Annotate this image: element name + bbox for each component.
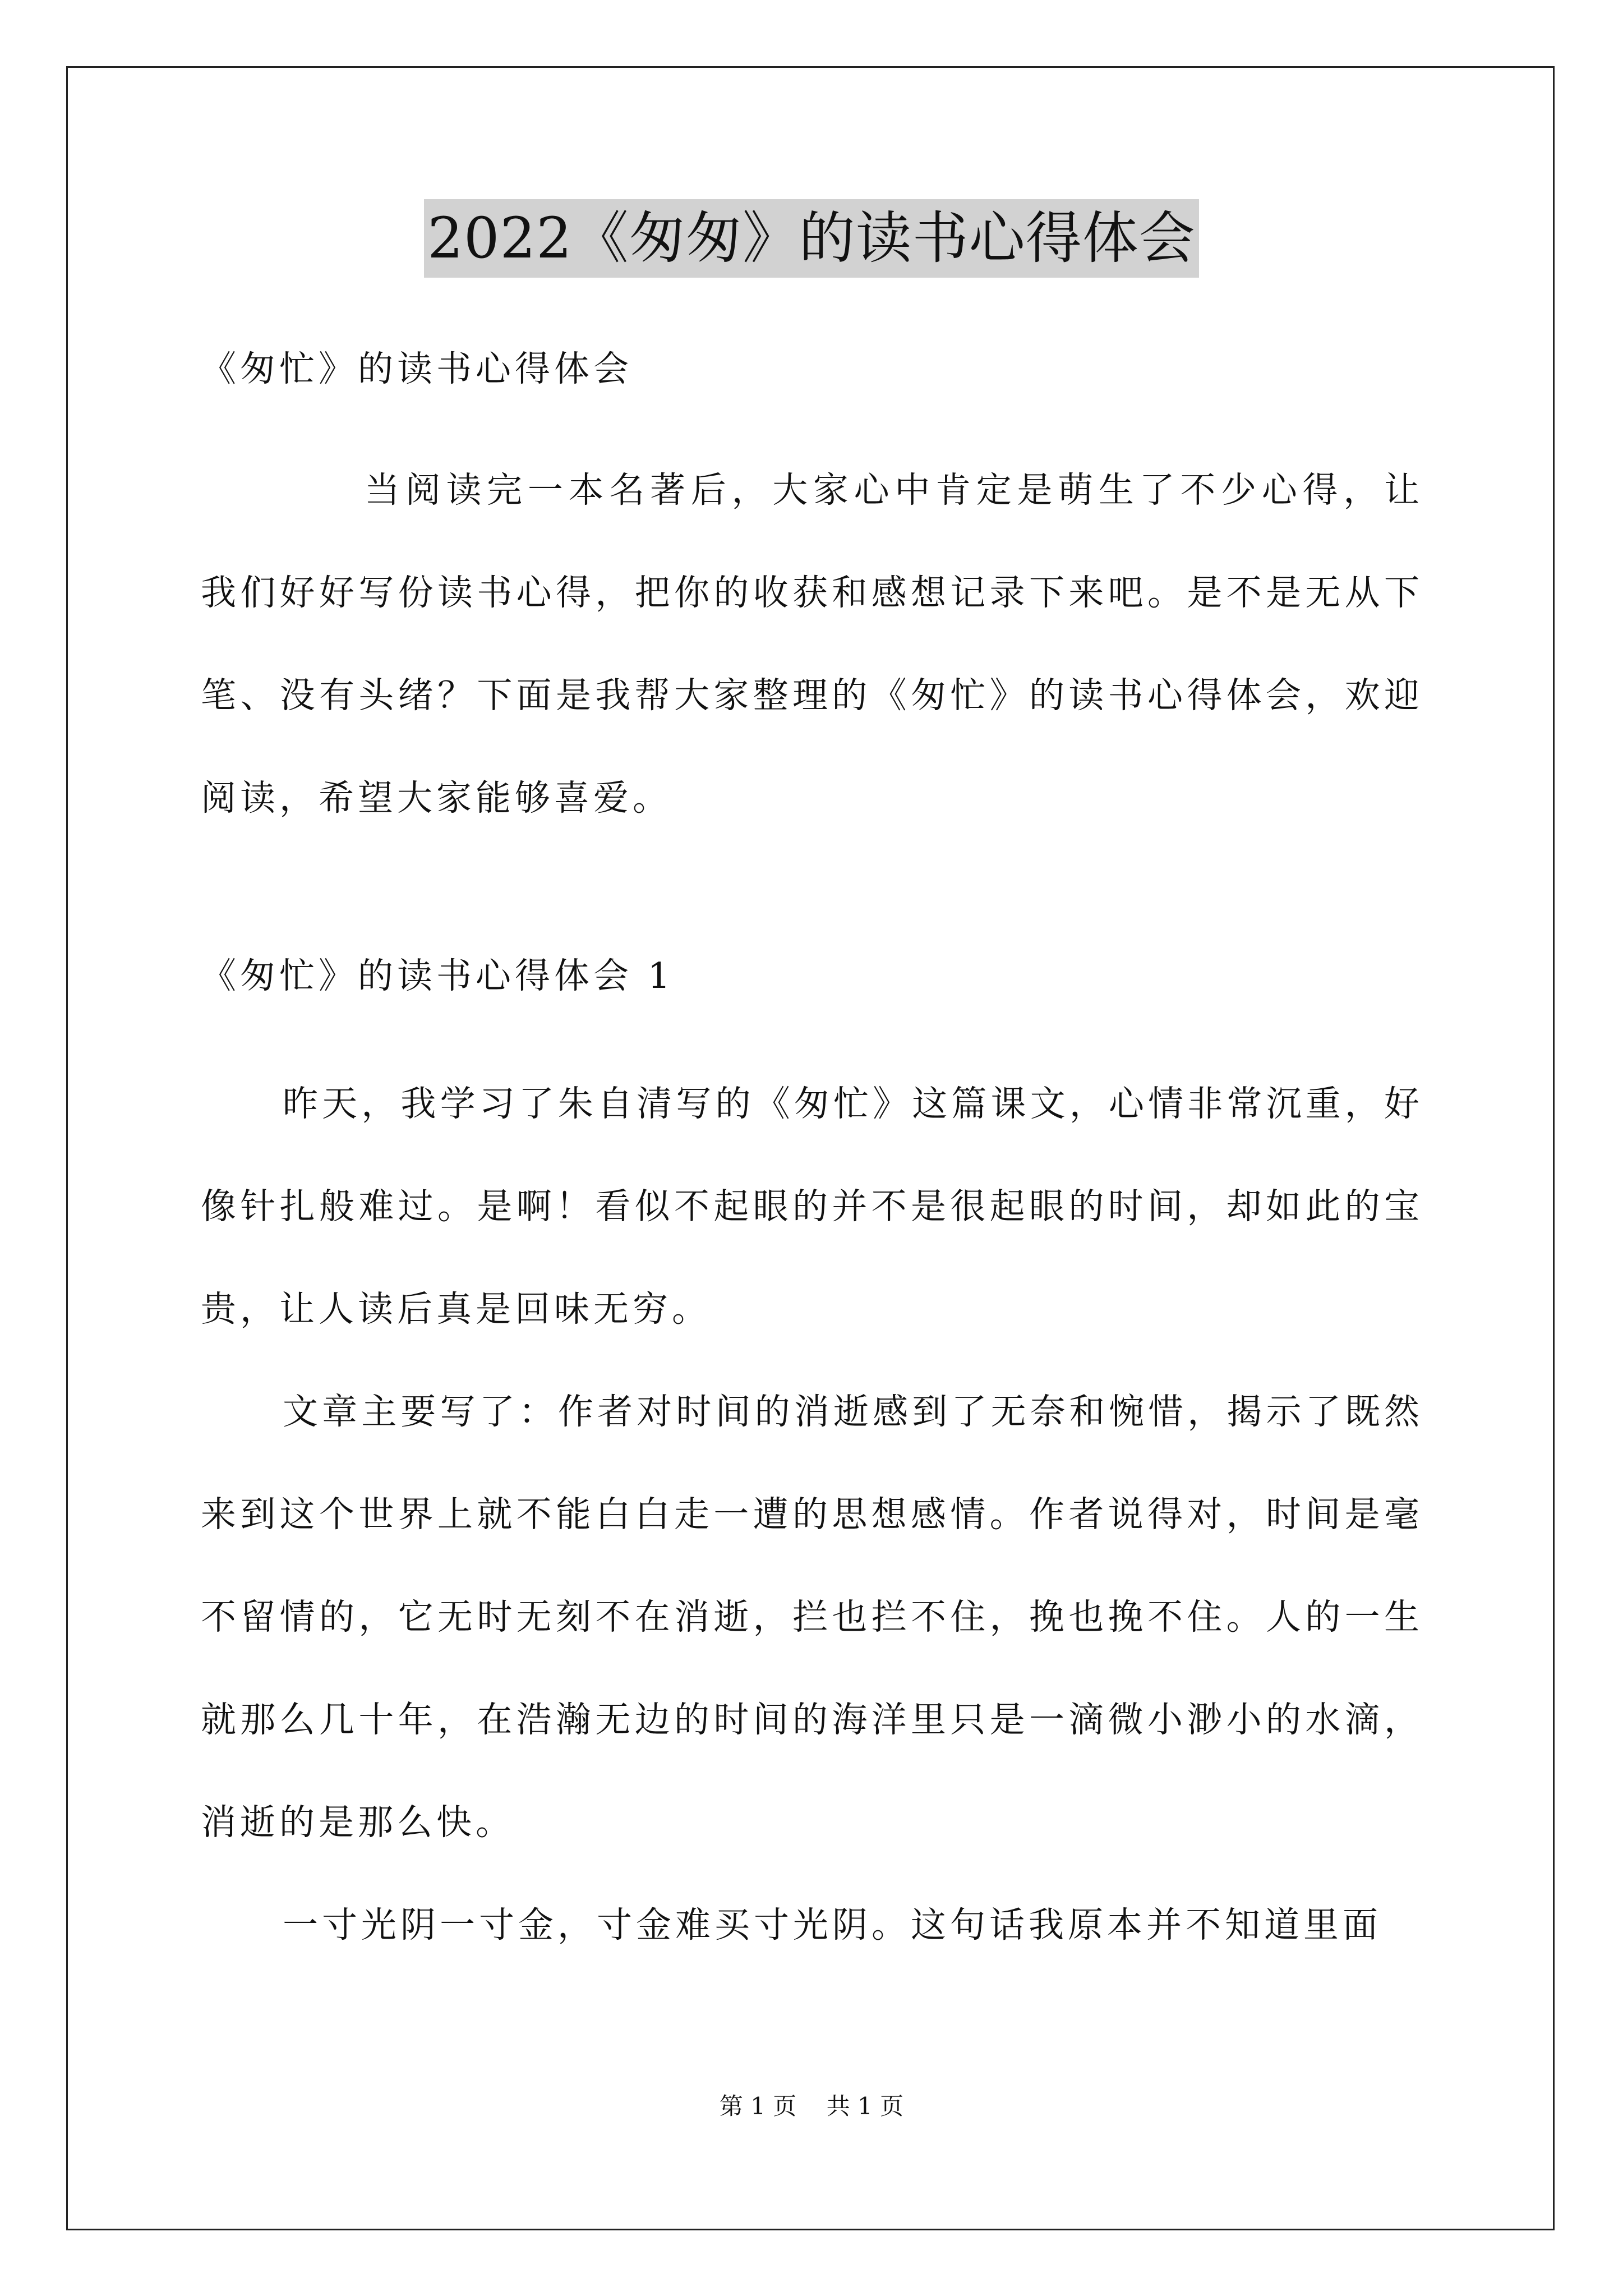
document-body xyxy=(201,343,1423,1976)
document-title: 2022《匆匆》的读书心得体会 xyxy=(424,199,1199,278)
document-subtitle: 《匆忙》的读书心得体会 xyxy=(201,348,633,389)
body-paragraph-2: 文章主要写了：作者对时间的消逝感到了无奈和惋惜，揭示了既然来到这个世界上就不能白白走一遭的思想感情。作者说得对，时间是毫不留情的，它无时无刻不在消逝，拦也拦不住，挽也挽不住。人的一生就那么几十年，在浩瀚无边的时间的海洋里只是一滴微小渺小的水滴，消逝的是那么快。 xyxy=(201,1391,1423,1843)
body-paragraph-3: 一寸光阴一寸金，寸金难买寸光阴。这句话我原本并不知道里面 xyxy=(283,1904,1382,1945)
intro-paragraph: 当阅读完一本名著后，大家心中肯定是萌生了不少心得，让我们好好写份读书心得，把你的收获和感想记录下来吧。是不是无从下笔、没有头绪？下面是我帮大家整理的《匆忙》的读书心得体会，欢迎阅读，希望大家能够喜爱。 xyxy=(201,470,1423,818)
title-container xyxy=(0,199,1623,278)
body-paragraph-1: 昨天，我学习了朱自清写的《匆忙》这篇课文，心情非常沉重，好像针扎般难过。是啊！看似不起眼的并不是很起眼的时间，却如此的宝贵，让人读后真是回味无穷。 xyxy=(201,1083,1423,1329)
page-footer: 第 1 页 共 1 页 xyxy=(719,2092,904,2120)
section-spacer xyxy=(201,849,1423,950)
section-heading: 《匆忙》的读书心得体会 1 xyxy=(201,955,675,996)
